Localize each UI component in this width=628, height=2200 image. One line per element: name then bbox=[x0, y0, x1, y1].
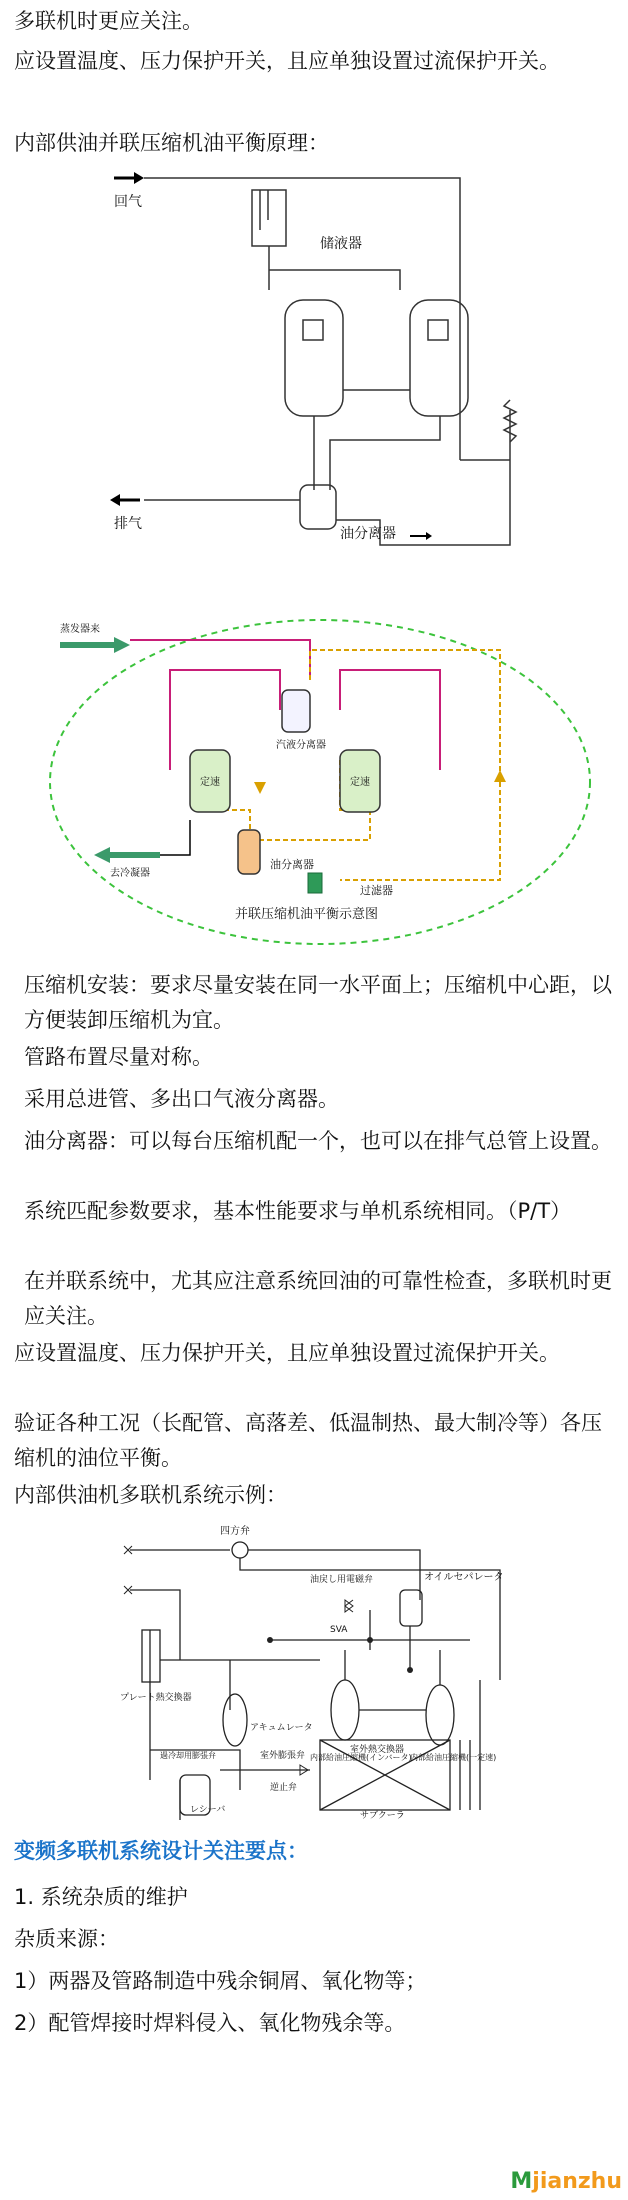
paragraph: 油分离器：可以每台压缩机配一个，也可以在排气总管上设置。 bbox=[24, 1129, 612, 1153]
paragraph: 在并联系统中，尤其应注意系统回油的可靠性检查，多联机时更应关注。 bbox=[24, 1269, 612, 1328]
paragraph: 多联机时更应关注。 bbox=[14, 9, 203, 33]
gas-liquid-separator-label: 汽液分离器 bbox=[276, 740, 326, 751]
inverter-compressor-label: 内部給油圧縮機(インバータ) bbox=[310, 1753, 412, 1762]
to-condenser-label: 去冷凝器 bbox=[110, 868, 150, 879]
sva-label: SVA bbox=[330, 1625, 348, 1635]
paragraph: 验证各种工况（长配管、高落差、低温制热、最大制冷等）各压缩机的油位平衡。 bbox=[14, 1411, 602, 1470]
paragraph: 1）两器及管路制造中残余铜屑、氧化物等； bbox=[14, 1969, 427, 1993]
four-way-valve-label: 四方弁 bbox=[220, 1526, 250, 1537]
paragraph: 采用总进管、多出口气液分离器。 bbox=[24, 1087, 339, 1111]
outdoor-expansion-label: 室外膨張弁 bbox=[260, 1751, 306, 1761]
paragraph: 管路布置尽量对称。 bbox=[24, 1045, 213, 1069]
check-valve-label: 逆止弁 bbox=[270, 1783, 298, 1793]
diagram-caption: 并联压缩机油平衡示意图 bbox=[235, 907, 379, 922]
receiver-label: 储液器 bbox=[320, 236, 362, 252]
return-gas-label: 回气 bbox=[114, 194, 142, 210]
multi-split-system-diagram bbox=[120, 1520, 540, 1820]
discharge-label: 排气 bbox=[114, 516, 142, 532]
accumulator-label: アキュムレータ bbox=[250, 1723, 313, 1733]
receiver-label: レシーバ bbox=[190, 1805, 226, 1815]
paragraph: 系统匹配参数要求，基本性能要求与单机系统相同。（P/T） bbox=[24, 1199, 572, 1223]
fixed-compressor-label: 内部給油圧縮機(一定速) bbox=[410, 1753, 497, 1762]
fixed-speed-label: 定速 bbox=[200, 777, 220, 788]
oil-balance-principle-diagram bbox=[110, 160, 530, 560]
paragraph: 内部供油并联压缩机油平衡原理： bbox=[14, 131, 329, 155]
oil-return-solenoid-label: 油戻し用電磁弁 bbox=[310, 1575, 374, 1585]
oil-balance-schematic-diagram bbox=[40, 610, 600, 960]
paragraph: 压缩机安装：要求尽量安装在同一水平面上；压缩机中心距，以方便装卸压缩机为宜。 bbox=[24, 973, 612, 1032]
oil-separator-label: 油分离器 bbox=[270, 858, 314, 871]
fixed-speed-label: 定速 bbox=[350, 777, 370, 788]
cooling-expansion-label: 過冷却用膨張弁 bbox=[160, 1751, 216, 1760]
paragraph: 1. 系统杂质的维护 bbox=[14, 1885, 188, 1909]
outdoor-hx-label: 室外熱交換器 bbox=[350, 1745, 405, 1755]
paragraph: 杂质来源： bbox=[14, 1927, 119, 1951]
subcooler-label: サブクーラ bbox=[360, 1811, 405, 1820]
filter-label: 过滤器 bbox=[360, 884, 393, 897]
paragraph: 2）配管焊接时焊料侵入、氧化物残余等。 bbox=[14, 2011, 406, 2035]
oil-separator-label: 油分离器 bbox=[340, 526, 396, 542]
from-evaporator-label: 蒸发器来 bbox=[60, 624, 100, 635]
paragraph: 内部供油机多联机系统示例： bbox=[14, 1483, 287, 1507]
section-heading: 变频多联机系统设计关注要点： bbox=[14, 1839, 308, 1863]
plate-hx-label: プレート熱交換器 bbox=[120, 1693, 192, 1703]
oil-separator-label: オイルセパレータ bbox=[424, 1572, 504, 1583]
watermark-logo: Mjianzhu bbox=[510, 2169, 622, 2194]
paragraph: 应设置温度、压力保护开关，且应单独设置过流保护开关。 bbox=[14, 1341, 560, 1365]
paragraph: 应设置温度、压力保护开关，且应单独设置过流保护开关。 bbox=[14, 49, 560, 73]
